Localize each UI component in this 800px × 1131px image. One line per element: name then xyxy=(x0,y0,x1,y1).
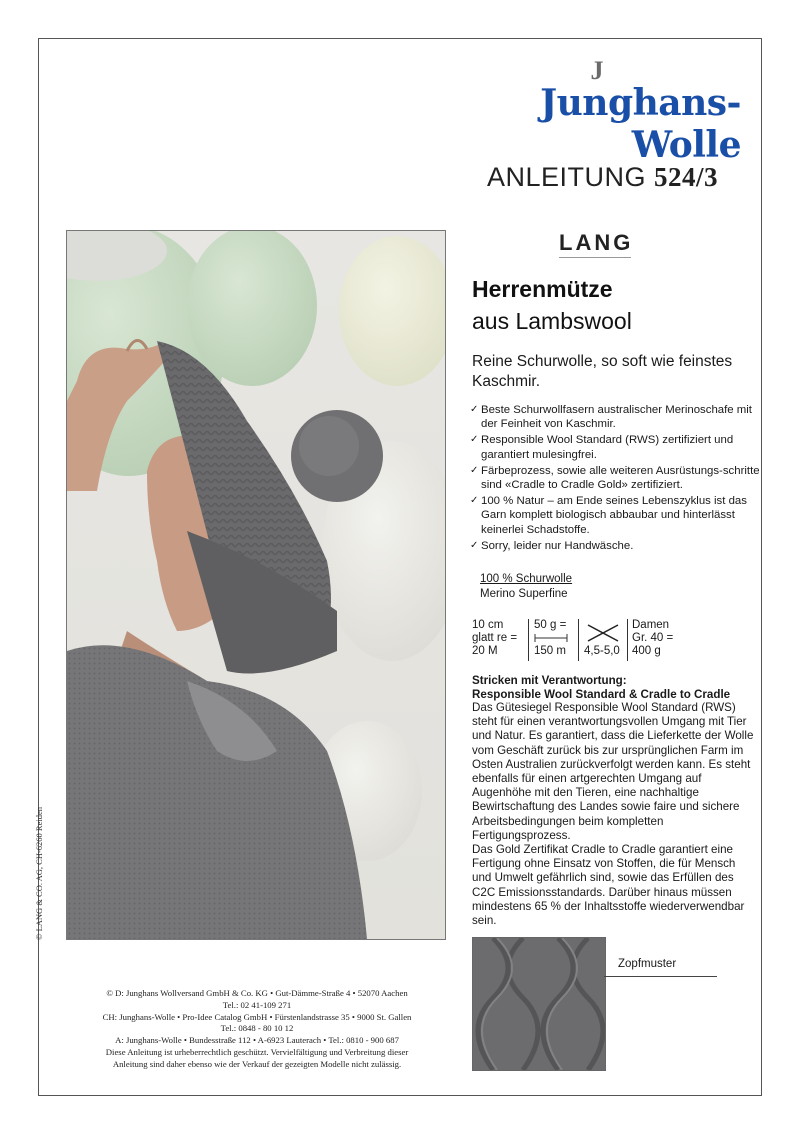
spec-divider xyxy=(627,619,628,661)
product-tagline: Reine Schurwolle, so soft wie feinstes Kaschmir. xyxy=(472,353,733,390)
feature-item: ✓ 100 % Natur – am Ende seines Lebenszyklus ist das Garn komplett biologisch abbaubar und hinterlässt keinerlei Schadstoffe. xyxy=(470,495,747,536)
gauge-info: 10 cm glatt re = 20 M xyxy=(472,619,518,657)
spec-divider xyxy=(528,619,529,661)
anleitung-label: ANLEITUNG xyxy=(486,162,646,192)
composition-percent: 100 % Schurwolle xyxy=(480,573,573,585)
check-icon: ✓ xyxy=(470,434,479,446)
feature-item: ✓ Sorry, leider nur Handwäsche. xyxy=(470,539,634,552)
check-icon: ✓ xyxy=(470,464,479,476)
check-icon: ✓ xyxy=(470,495,479,507)
lang-brand-logo: LANG xyxy=(559,230,634,255)
feature-item: ✓ Beste Schurwollfasern australischer Merinoschafe mit der Feinheit von Kaschmir. xyxy=(470,404,752,431)
footer-contact: © D: Junghans Wollversand GmbH & Co. KG • Gut-Dämme-Straße 4 • 52070 Aachen Tel.: 02 41-109 271 CH: Junghans-Wolle • Pro-Idee Catalog GmbH • Fürstenlandstrasse 35 • 9000 St. Gallen Tel.: 0848 - 80 10 12 A: Junghans-Wolle • Bundesstraße 112 • A-6923 Lauterach • Tel.: 0810 - 900 687 Diese Anleitung ist urheberrechtlich geschützt. Vervielfältigung und Verbreitung dieser Anleitung sind daher ebenso wie der Verkauf der gezeigten Modelle nicht zulässig. xyxy=(102,988,412,1069)
cable-knit-image xyxy=(473,938,605,1070)
product-subtitle-title: aus Lambswool xyxy=(472,308,632,334)
feature-item: ✓ Responsible Wool Standard (RWS) zertifiziert und garantiert mulesingfrei. xyxy=(470,434,734,461)
anleitung-number: 524/3 xyxy=(653,162,718,192)
junghans-logo-text: Junghans-Wolle xyxy=(540,82,741,166)
lang-brand-underline xyxy=(559,257,631,258)
section-heading: Stricken mit Verantwortung: Responsible Wool Standard & Cradle to Cradle xyxy=(472,674,731,701)
yarn-composition xyxy=(480,572,572,602)
product-photo xyxy=(66,230,446,940)
man-wearing-hat-image xyxy=(67,231,445,939)
section-body xyxy=(472,701,754,928)
paragraph-c2c: Das Gold Zertifikat Cradle to Cradle garantiert eine Fertigung ohne Einsatz von Stoffen, die für Mensch und Umwelt gefährlich sind, sowie das Erfüllen des C2C Emissionsstandards. Darüber hinaus müssen mindestens 65 % der Inhaltsstoffe wiederverwendbar sein. xyxy=(472,843,745,928)
needle-size: 4,5-5,0 xyxy=(584,645,620,657)
swatch-label: Zopfmuster xyxy=(618,958,677,970)
check-icon: ✓ xyxy=(470,539,479,551)
size-info: Damen Gr. 40 = 400 g xyxy=(632,619,674,657)
photo-credit: © LANG & CO. AG, CH-6260 Reiden xyxy=(34,806,44,940)
cable-pattern-swatch xyxy=(472,937,606,1071)
pattern-number xyxy=(440,162,718,193)
composition-type: Merino Superfine xyxy=(480,588,568,600)
feature-item: ✓ Färbeprozess, sowie alle weiteren Ausrüstungs-schritte sind «Cradle to Cradle Gold» zertifiziert. xyxy=(470,464,760,492)
weight-length-info: 50 g = 150 m xyxy=(534,619,567,657)
swatch-pointer-line xyxy=(604,976,717,977)
spec-divider xyxy=(578,619,579,661)
junghans-logo-icon: J xyxy=(590,56,604,85)
product-title: Herrenmütze xyxy=(472,276,613,302)
length-arrow-icon xyxy=(534,632,566,645)
knitting-needles-icon xyxy=(586,622,620,644)
paragraph-rws: Das Gütesiegel Responsible Wool Standard (RWS) steht für einen verantwortungsvollen Umgang mit Tier und Natur. Es garantiert, dass die Lieferkette der Wolle vom Geschäft zurück bis zur ursprünglichen Farm im Osten Australien zurückverfolgt werden kann. Es steht ebenfalls für einen artgerechten Umgang auf Augenhöhe mit den Tieren, eine nachhaltige Bewirtschaftung des Landes sowie faire und sichere Arbeitsbedingungen beim kompletten Fertigungsprozess. xyxy=(472,701,754,842)
feature-list xyxy=(470,403,760,555)
check-icon: ✓ xyxy=(470,404,479,415)
